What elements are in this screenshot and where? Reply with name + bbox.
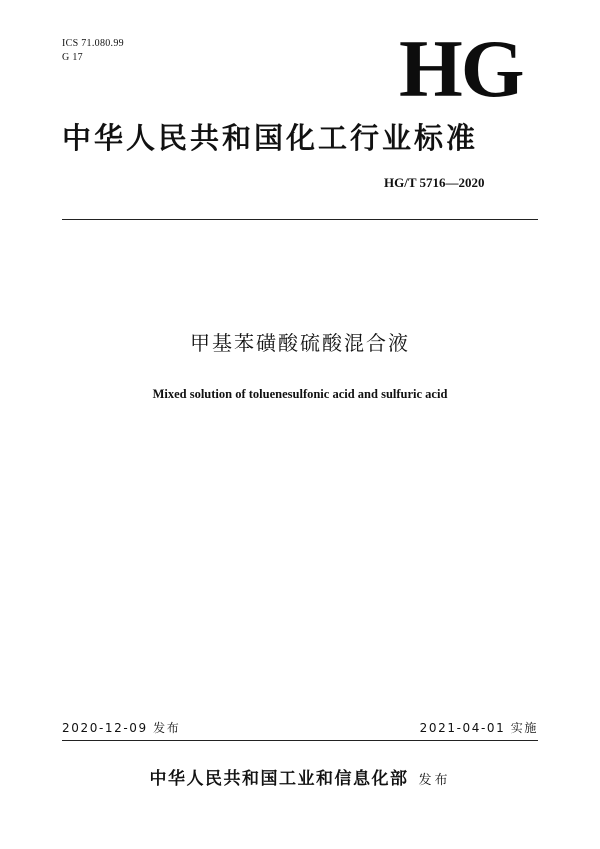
standard-category: 中华人民共和国化工行业标准 (62, 121, 479, 155)
publish-label: 发布 (418, 773, 451, 788)
title-english: Mixed solution of toluenesulfonic acid and sulfuric acid (152, 387, 448, 401)
ccs-code: G 17 (62, 52, 83, 63)
standard-number: HG/T 5716—2020 (384, 175, 485, 190)
publisher-line (0, 768, 600, 792)
publisher-name: 中华人民共和国工业和信息化部 (149, 769, 409, 789)
implementation-date: 2021-04-01 实施 (419, 721, 538, 735)
title-chinese: 甲基苯磺酸硫酸混合液 (190, 331, 410, 355)
header-divider (62, 219, 538, 220)
ics-code: ICS 71.080.99 (62, 38, 124, 49)
footer-divider (62, 740, 538, 741)
hg-logo: HG (399, 23, 523, 114)
issue-date: 2020-12-09 发布 (62, 721, 181, 735)
